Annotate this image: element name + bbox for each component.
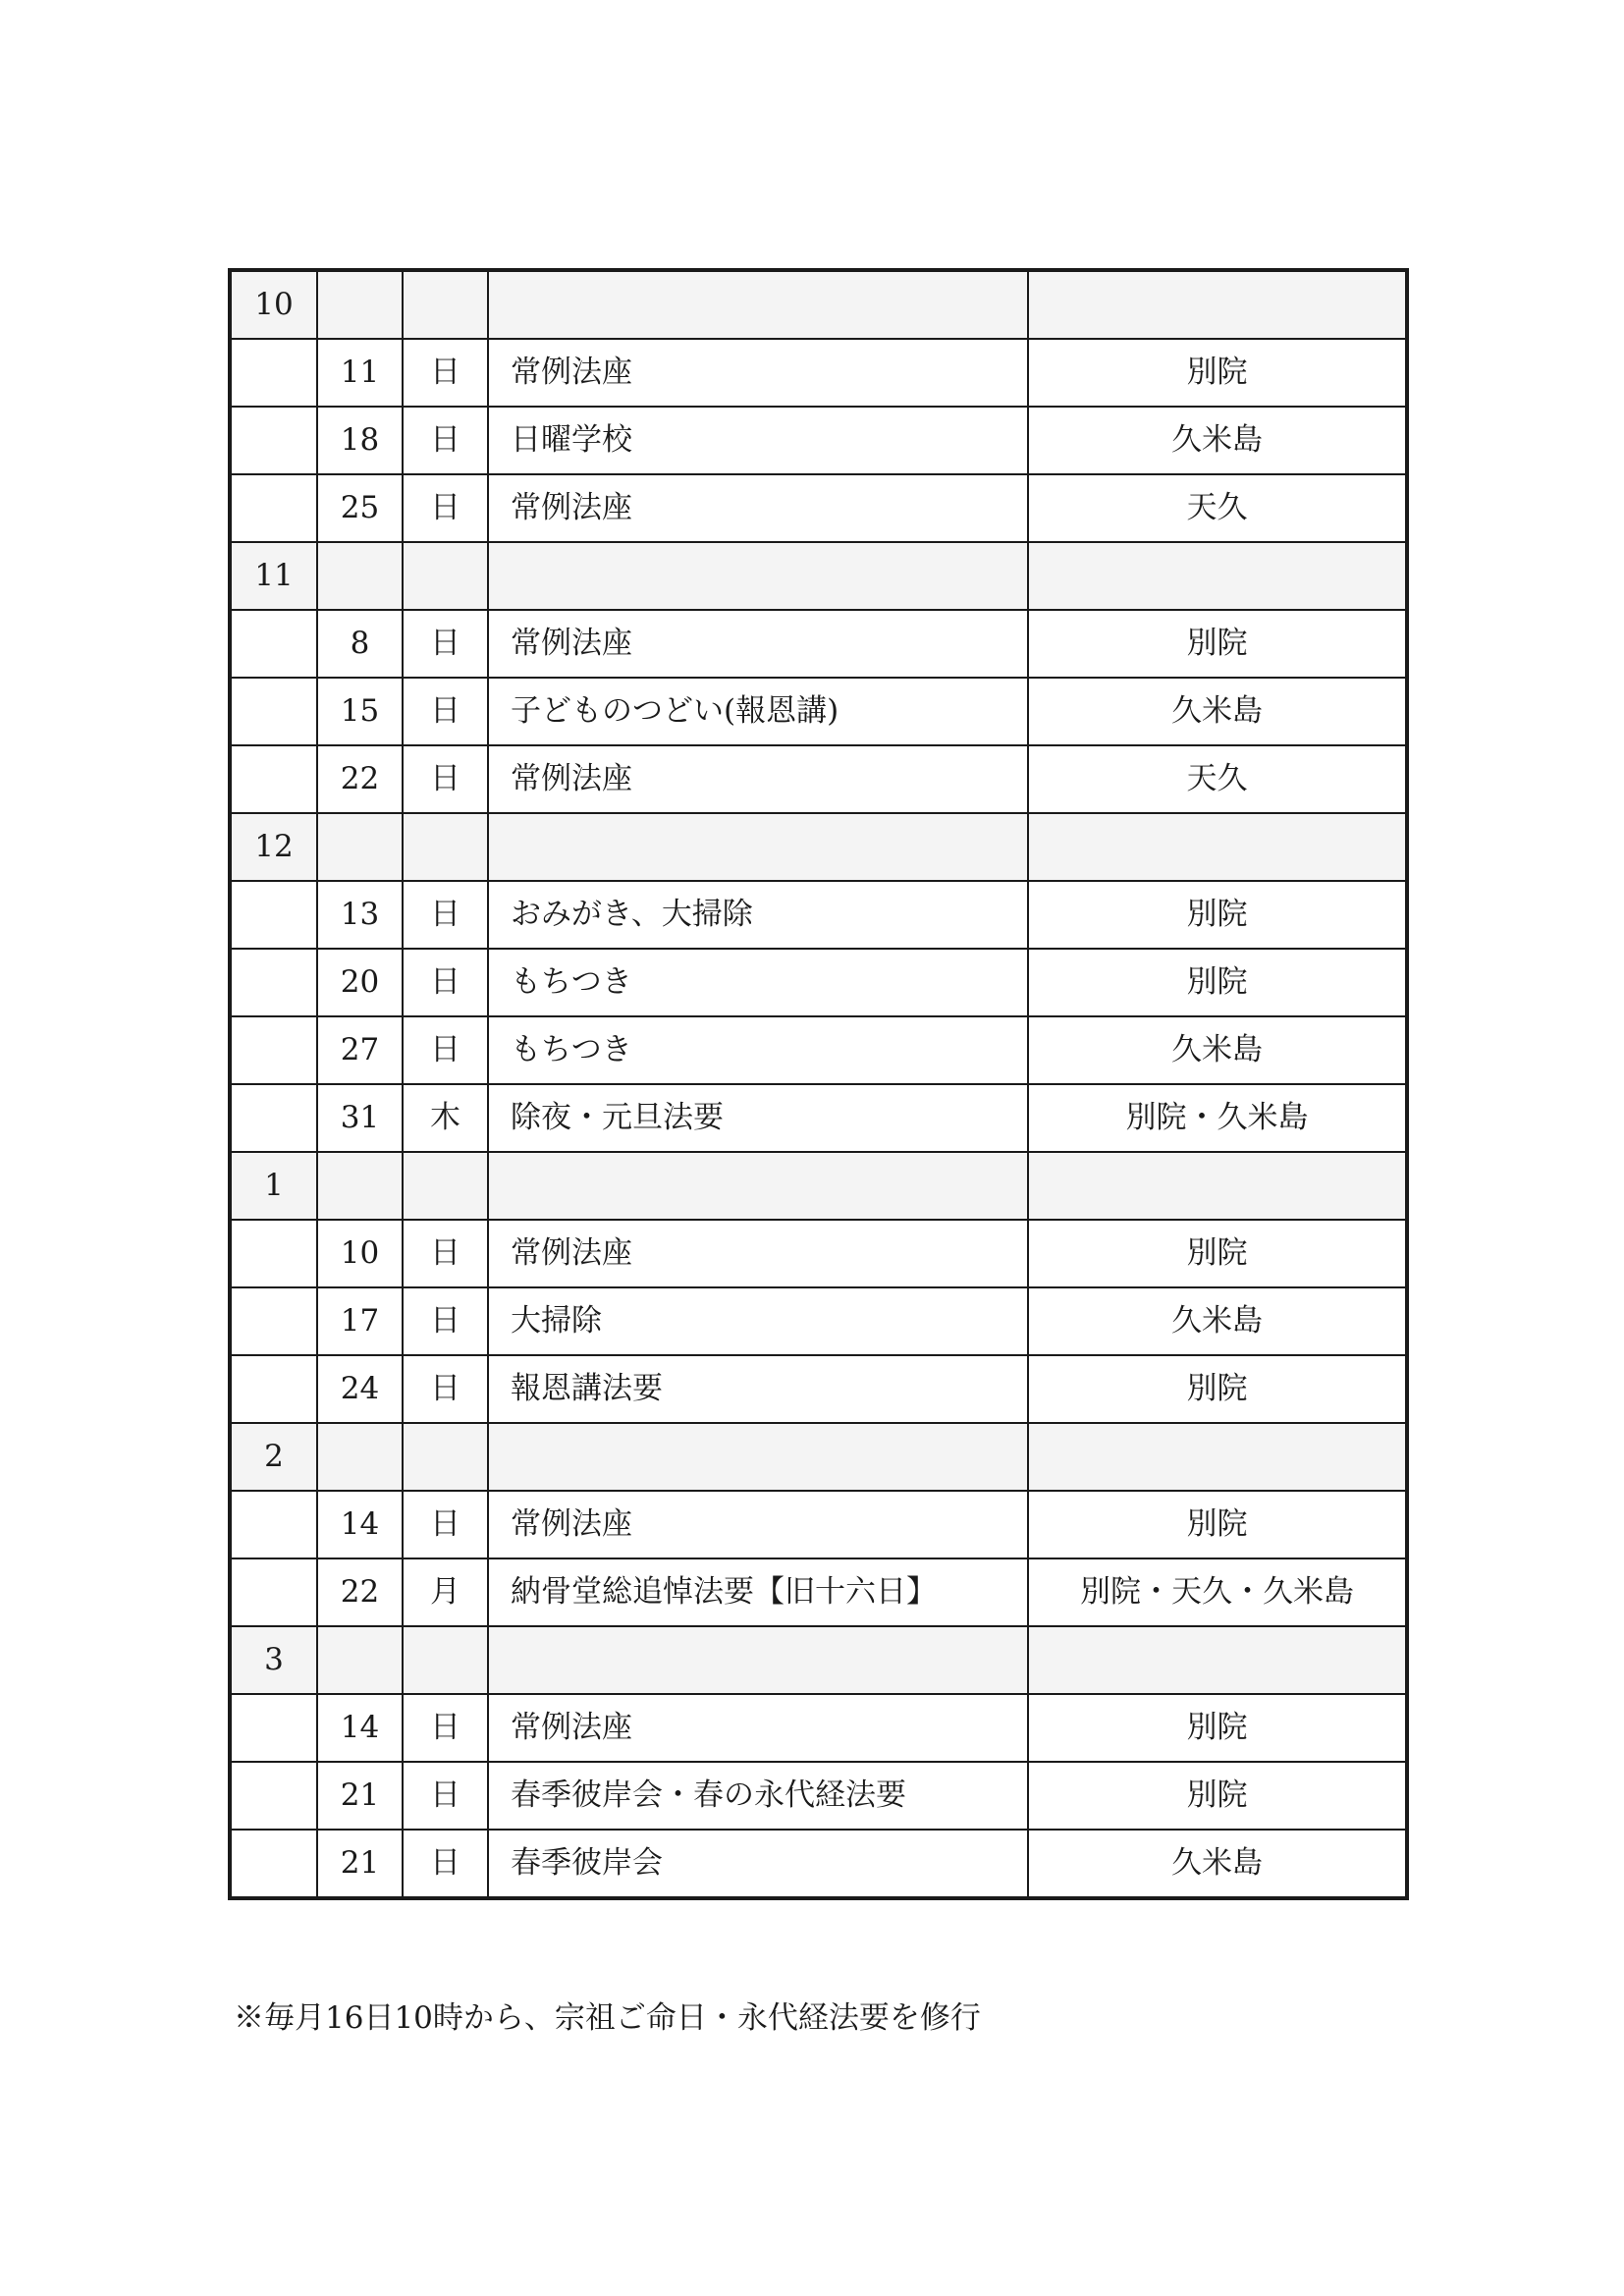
empty-cell xyxy=(1028,1626,1407,1694)
empty-cell xyxy=(488,270,1028,339)
empty-cell xyxy=(403,1423,488,1491)
empty-cell xyxy=(1028,1423,1407,1491)
month-row xyxy=(230,1423,1407,1491)
place-cell: 別院・久米島 xyxy=(1028,1084,1407,1152)
weekday-cell: 日 xyxy=(403,1220,488,1287)
event-cell: 納骨堂総追悼法要【旧十六日】 xyxy=(488,1558,1028,1626)
empty-cell xyxy=(403,542,488,610)
empty-cell xyxy=(230,678,317,745)
event-row xyxy=(230,678,1407,745)
place-cell: 別院 xyxy=(1028,1491,1407,1558)
day-cell: 15 xyxy=(317,678,403,745)
weekday-cell: 日 xyxy=(403,407,488,474)
month-row xyxy=(230,1626,1407,1694)
empty-cell xyxy=(403,270,488,339)
event-row xyxy=(230,1558,1407,1626)
event-row xyxy=(230,1084,1407,1152)
place-cell: 別院 xyxy=(1028,1762,1407,1830)
event-cell: 常例法座 xyxy=(488,1694,1028,1762)
empty-cell xyxy=(317,1626,403,1694)
empty-cell xyxy=(488,1626,1028,1694)
empty-cell xyxy=(1028,813,1407,881)
empty-cell xyxy=(403,1626,488,1694)
weekday-cell: 月 xyxy=(403,1558,488,1626)
place-cell: 久米島 xyxy=(1028,1830,1407,1898)
empty-cell xyxy=(230,1830,317,1898)
event-row xyxy=(230,610,1407,678)
empty-cell xyxy=(317,542,403,610)
weekday-cell: 日 xyxy=(403,1491,488,1558)
empty-cell xyxy=(488,1152,1028,1220)
event-cell: 常例法座 xyxy=(488,474,1028,542)
event-cell: 春季彼岸会・春の永代経法要 xyxy=(488,1762,1028,1830)
day-cell: 20 xyxy=(317,949,403,1016)
place-cell: 久米島 xyxy=(1028,1287,1407,1355)
empty-cell xyxy=(230,610,317,678)
footnote: ※毎月16日10時から、宗祖ご命日・永代経法要を修行 xyxy=(234,2000,981,2036)
event-row xyxy=(230,745,1407,813)
weekday-cell: 日 xyxy=(403,339,488,407)
day-cell: 17 xyxy=(317,1287,403,1355)
empty-cell xyxy=(230,1762,317,1830)
event-row xyxy=(230,881,1407,949)
weekday-cell: 日 xyxy=(403,745,488,813)
month-row xyxy=(230,270,1407,339)
empty-cell xyxy=(230,1220,317,1287)
event-cell: もちつき xyxy=(488,1016,1028,1084)
place-cell: 久米島 xyxy=(1028,407,1407,474)
event-row xyxy=(230,474,1407,542)
place-cell: 別院 xyxy=(1028,610,1407,678)
empty-cell xyxy=(488,542,1028,610)
place-cell: 別院 xyxy=(1028,1355,1407,1423)
empty-cell xyxy=(317,813,403,881)
day-cell: 22 xyxy=(317,745,403,813)
event-cell: 子どものつどい(報恩講) xyxy=(488,678,1028,745)
day-cell: 14 xyxy=(317,1694,403,1762)
event-cell: 大掃除 xyxy=(488,1287,1028,1355)
empty-cell xyxy=(230,1558,317,1626)
month-row xyxy=(230,1152,1407,1220)
weekday-cell: 日 xyxy=(403,1694,488,1762)
event-cell: 除夜・元旦法要 xyxy=(488,1084,1028,1152)
event-cell: 報恩講法要 xyxy=(488,1355,1028,1423)
weekday-cell: 日 xyxy=(403,1287,488,1355)
empty-cell xyxy=(488,1423,1028,1491)
empty-cell xyxy=(230,474,317,542)
event-cell: おみがき、大掃除 xyxy=(488,881,1028,949)
empty-cell xyxy=(317,270,403,339)
day-cell: 21 xyxy=(317,1830,403,1898)
event-row xyxy=(230,1287,1407,1355)
day-cell: 21 xyxy=(317,1762,403,1830)
weekday-cell: 日 xyxy=(403,1016,488,1084)
empty-cell xyxy=(403,813,488,881)
event-cell: もちつき xyxy=(488,949,1028,1016)
month-cell: 3 xyxy=(230,1626,317,1694)
schedule-table xyxy=(228,268,1409,1900)
place-cell: 久米島 xyxy=(1028,1016,1407,1084)
event-cell: 常例法座 xyxy=(488,1491,1028,1558)
empty-cell xyxy=(1028,1152,1407,1220)
event-row xyxy=(230,1830,1407,1898)
empty-cell xyxy=(230,881,317,949)
day-cell: 13 xyxy=(317,881,403,949)
empty-cell xyxy=(230,1084,317,1152)
empty-cell xyxy=(230,407,317,474)
place-cell: 天久 xyxy=(1028,745,1407,813)
empty-cell xyxy=(230,1694,317,1762)
day-cell: 14 xyxy=(317,1491,403,1558)
event-cell: 春季彼岸会 xyxy=(488,1830,1028,1898)
empty-cell xyxy=(403,1152,488,1220)
schedule-body xyxy=(230,270,1407,1898)
event-row xyxy=(230,1355,1407,1423)
event-cell: 常例法座 xyxy=(488,610,1028,678)
month-cell: 2 xyxy=(230,1423,317,1491)
event-row xyxy=(230,1762,1407,1830)
event-cell: 常例法座 xyxy=(488,745,1028,813)
weekday-cell: 日 xyxy=(403,678,488,745)
weekday-cell: 日 xyxy=(403,1762,488,1830)
empty-cell xyxy=(317,1152,403,1220)
empty-cell xyxy=(1028,542,1407,610)
empty-cell xyxy=(230,1016,317,1084)
day-cell: 11 xyxy=(317,339,403,407)
day-cell: 18 xyxy=(317,407,403,474)
empty-cell xyxy=(230,745,317,813)
month-cell: 12 xyxy=(230,813,317,881)
month-cell: 10 xyxy=(230,270,317,339)
day-cell: 10 xyxy=(317,1220,403,1287)
event-cell: 日曜学校 xyxy=(488,407,1028,474)
day-cell: 27 xyxy=(317,1016,403,1084)
event-row xyxy=(230,1220,1407,1287)
empty-cell xyxy=(1028,270,1407,339)
weekday-cell: 日 xyxy=(403,949,488,1016)
day-cell: 31 xyxy=(317,1084,403,1152)
event-row xyxy=(230,949,1407,1016)
weekday-cell: 日 xyxy=(403,610,488,678)
month-cell: 11 xyxy=(230,542,317,610)
day-cell: 24 xyxy=(317,1355,403,1423)
month-cell: 1 xyxy=(230,1152,317,1220)
place-cell: 別院 xyxy=(1028,1220,1407,1287)
weekday-cell: 日 xyxy=(403,1830,488,1898)
empty-cell xyxy=(317,1423,403,1491)
day-cell: 8 xyxy=(317,610,403,678)
weekday-cell: 日 xyxy=(403,1355,488,1423)
month-row xyxy=(230,813,1407,881)
event-row xyxy=(230,407,1407,474)
place-cell: 別院 xyxy=(1028,339,1407,407)
empty-cell xyxy=(230,339,317,407)
place-cell: 別院 xyxy=(1028,949,1407,1016)
empty-cell xyxy=(230,1287,317,1355)
empty-cell xyxy=(230,1355,317,1423)
empty-cell xyxy=(230,949,317,1016)
day-cell: 25 xyxy=(317,474,403,542)
empty-cell xyxy=(488,813,1028,881)
empty-cell xyxy=(230,1491,317,1558)
event-row xyxy=(230,1016,1407,1084)
weekday-cell: 日 xyxy=(403,474,488,542)
event-row xyxy=(230,339,1407,407)
weekday-cell: 木 xyxy=(403,1084,488,1152)
place-cell: 別院・天久・久米島 xyxy=(1028,1558,1407,1626)
event-cell: 常例法座 xyxy=(488,1220,1028,1287)
event-cell: 常例法座 xyxy=(488,339,1028,407)
event-row xyxy=(230,1694,1407,1762)
month-row xyxy=(230,542,1407,610)
weekday-cell: 日 xyxy=(403,881,488,949)
place-cell: 別院 xyxy=(1028,1694,1407,1762)
event-row xyxy=(230,1491,1407,1558)
place-cell: 別院 xyxy=(1028,881,1407,949)
place-cell: 久米島 xyxy=(1028,678,1407,745)
day-cell: 22 xyxy=(317,1558,403,1626)
place-cell: 天久 xyxy=(1028,474,1407,542)
